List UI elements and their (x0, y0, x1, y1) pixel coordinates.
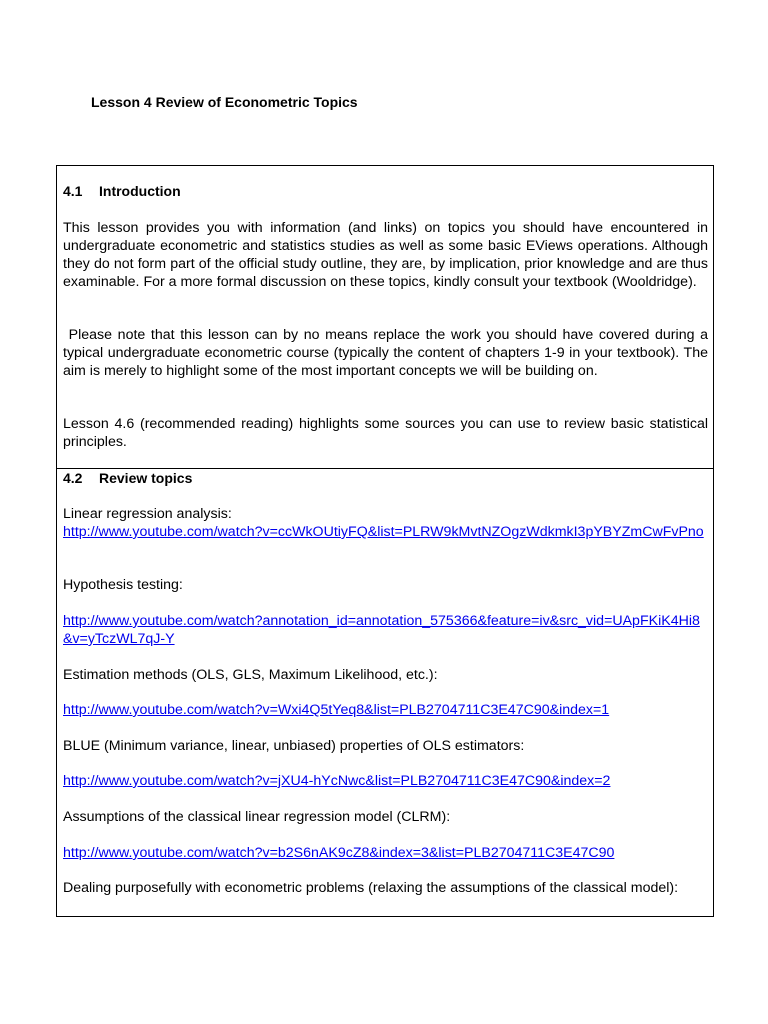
lesson-title: Lesson 4 Review of Econometric Topics (91, 94, 358, 110)
topic-label: BLUE (Minimum variance, linear, unbiased) properties of OLS estimators: (63, 738, 525, 754)
intro-paragraph-1: This lesson provides you with information (and links) on topics you should have encountered in undergraduate econometric and statistics studies as well as some basic EViews operations. Although they do not form part of the official study outline, they are, by implication, prior knowledge and are thus examinable. For a more formal discussion on these topics, kindly consult your textbook (Wooldridge). (63, 220, 708, 290)
intro-section-number: 4.1 (63, 183, 83, 199)
review-section-title: Review topics (99, 470, 193, 486)
topic-link[interactable]: http://www.youtube.com/watch?v=b2S6nAK9cZ8&index=3&list=PLB2704711C3E47C90 (63, 845, 615, 861)
topic-link[interactable]: http://www.youtube.com/watch?annotation_id=annotation_575366&feature=iv&src_vid=UApFKiK4Hi8&v=yTczWL7qJ-Y (63, 613, 700, 647)
intro-paragraph-3: Lesson 4.6 (recommended reading) highlights some sources you can use to review basic statistical principles. (63, 416, 708, 450)
review-section-box (56, 468, 714, 917)
topic-label: Estimation methods (OLS, GLS, Maximum Likelihood, etc.): (63, 667, 438, 683)
topic-link-container (63, 844, 708, 862)
intro-section-box (56, 165, 714, 469)
review-heading (63, 470, 192, 486)
topic-link-container (63, 523, 708, 541)
topic-label: Hypothesis testing: (63, 577, 183, 593)
closing-topic-label: Dealing purposefully with econometric problems (relaxing the assumptions of the classical model): (63, 880, 679, 896)
topic-link[interactable]: http://www.youtube.com/watch?v=ccWkOUtiyFQ&list=PLRW9kMvtNZOgzWdkmkI3pYBYZmCwFvPno (63, 524, 704, 540)
topic-link[interactable]: http://www.youtube.com/watch?v=jXU4-hYcNwc&list=PLB2704711C3E47C90&index=2 (63, 773, 611, 789)
topic-label: Assumptions of the classical linear regression model (CLRM): (63, 809, 451, 825)
intro-paragraph-2: Please note that this lesson can by no means replace the work you should have covered during a typical undergraduate econometric course (typically the content of chapters 1-9 in your textbook). The aim is merely to highlight some of the most important concepts we will be building on. (63, 327, 712, 379)
topic-label: Linear regression analysis: (63, 506, 232, 522)
review-section-number: 4.2 (63, 470, 83, 486)
topic-link[interactable]: http://www.youtube.com/watch?v=Wxi4Q5tYeq8&list=PLB2704711C3E47C90&index=1 (63, 702, 610, 718)
topic-link-container (63, 772, 708, 790)
intro-section-title: Introduction (99, 183, 181, 199)
topic-link-container (63, 612, 708, 648)
intro-heading (63, 183, 181, 199)
topic-link-container (63, 701, 708, 719)
